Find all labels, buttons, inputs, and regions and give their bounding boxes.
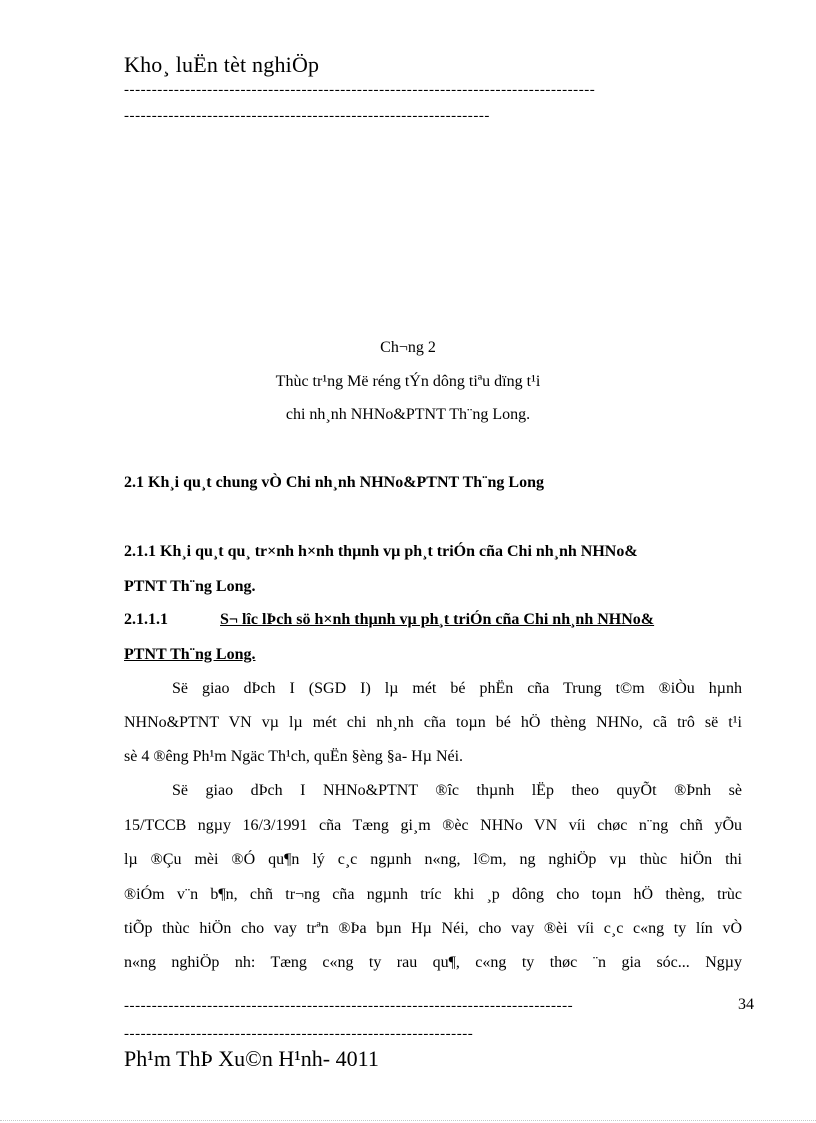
page-header-title: Kho¸ luËn tèt nghiÖp (124, 52, 320, 77)
body-line-9: n«ng nghiÖp nh: Tæng c«ng ty rau qu¶, c«ng ty thøc ¨n gia sóc... Ngµy (124, 954, 742, 971)
page-bottom-border (0, 1120, 816, 1121)
header-separator-2: ------------------------------------------------------------------ (124, 108, 490, 124)
chapter-title-line-1: Thùc tr¹ng Më réng tÝn dông tiªu dïng t¹i (275, 373, 541, 390)
body-line-8: tiÕp thùc hiÖn cho vay trªn ®Þa bµn Hµ Néi, cho vay ®èi víi c¸c c«ng ty lín vÒ (124, 920, 742, 937)
page-number: 34 (738, 996, 754, 1013)
header-separator-1: ------------------------------------------------------------------------------------- (124, 82, 596, 98)
body-line-7: ®iÓm v¨n b¶n, chñ tr¬ng cña ngµnh tríc khi ¸p dông cho toµn hÖ thèng, trùc (124, 886, 742, 903)
footer-author: Ph¹m ThÞ Xu©n H¹nh- 4011 (124, 1046, 379, 1071)
body-line-2: NHNo&PTNT VN vµ lµ mét chi nh¸nh cña toµn bé hÖ thèng NHNo, cã trô së t¹i (124, 714, 742, 731)
section-heading-2-1: 2.1 Kh¸i qu¸t chung vÒ Chi nh¸nh NHNo&PTNT Th¨ng Long (124, 474, 544, 491)
section-number-2-1-1-1: 2.1.1.1 (124, 611, 168, 628)
body-line-4: Së giao dÞch I NHNo&PTNT ®îc thµnh lËp theo quyÕt ®Þnh sè (172, 782, 742, 799)
section-title-2-1-1-1-line-1: S¬ lîc lÞch sö h×nh thµnh vµ ph¸t triÓn cña Chi nh¸nh NHNo& (220, 611, 655, 628)
body-line-6: lµ ®Çu mèi ®Ó qu¶n lý c¸c ngµnh n«ng, l©m, ng nghiÖp vµ thùc hiÖn thi (124, 851, 742, 868)
section-heading-2-1-1-line-1: 2.1.1 Kh¸i qu¸t qu¸ tr×nh h×nh thµnh vµ ph¸t triÓn cña Chi nh¸nh NHNo& (124, 543, 638, 560)
chapter-title-line-2: chi nh¸nh NHNo&PTNT Th¨ng Long. (285, 406, 531, 423)
body-line-3: sè 4 ®êng Ph¹m Ngäc Th¹ch, quËn §èng §a- Hµ Néi. (124, 748, 464, 765)
body-line-5: 15/TCCB ngµy 16/3/1991 cña Tæng gi¸m ®èc NHNo VN víi chøc n¨ng chñ yÕu (124, 817, 742, 834)
footer-separator-2: --------------------------------------------------------------- (124, 1026, 474, 1042)
footer-separator-1: --------------------------------------------------------------------------------- (124, 998, 574, 1014)
chapter-label: Ch¬ng 2 (380, 339, 436, 356)
section-title-2-1-1-1-line-2: PTNT Th¨ng Long. (124, 646, 256, 663)
section-heading-2-1-1-line-2: PTNT Th¨ng Long. (124, 578, 256, 595)
body-line-1: Së giao dÞch I (SGD I) lµ mét bé phËn cña Trung t©m ®iÒu hµnh (172, 680, 742, 697)
